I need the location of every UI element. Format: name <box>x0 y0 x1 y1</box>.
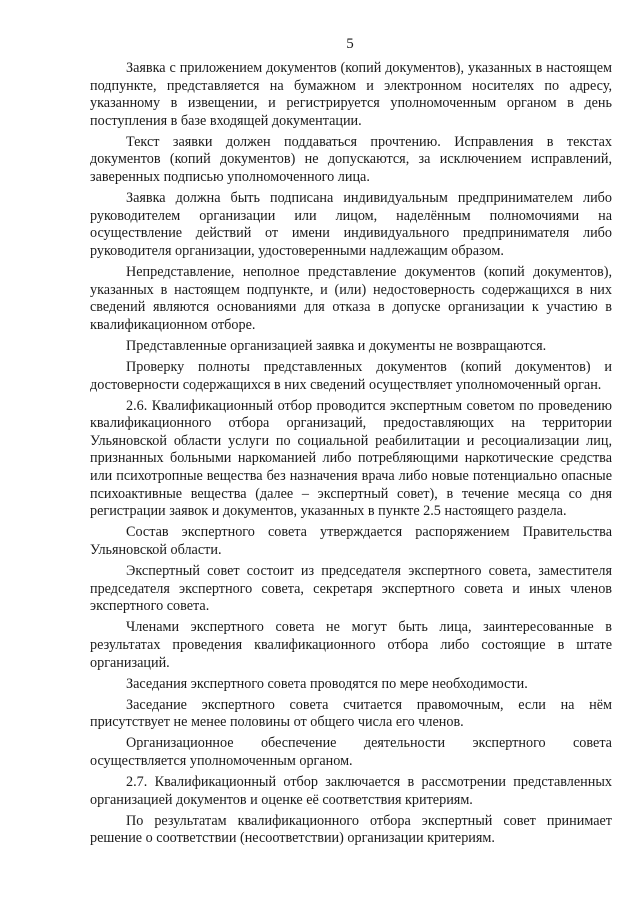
paragraph-verification: Проверку полноты представленных документов (копий документов) и достоверности содержащихся в них сведений осуществляет уполномоченный орган. <box>90 359 612 393</box>
paragraph-no-return: Представленные организацией заявка и документы не возвращаются. <box>126 337 547 354</box>
paragraph-council-composition-approval: Состав экспертного совета утверждается распоряжением Правительства Ульяновской области. <box>90 524 612 558</box>
paragraph-member-restrictions: Членами экспертного совета не могут быть лица, заинтересованные в результатах проведения квалификационного отбора либо состоящие в штате организаций. <box>90 619 612 671</box>
paragraph-application-submission: Заявка с приложением документов (копий документов), указанных в настоящем подпункте, представляется на бумажном и электронном носителях по адресу, указанному в извещении, и регистрируется уполномоченным органом в день поступления в базе входящей документации. <box>90 60 612 129</box>
paragraph-section-2-6: 2.6. Квалификационный отбор проводится экспертным советом по проведению квалификационного отбора организаций, предоставляющих на территории Ульяновской области услуги по социальной реабилитации и ресоциализации лиц, признанных больными наркоманией либо потребляющими наркотические средства или психотропные вещества без назначения врача либо новые потенциально опасные психоактивные вещества (далее – экспертный совет), в течение месяца со дня регистрации заявок и документов, указанных в пункте 2.5 настоящего раздела. <box>90 397 612 520</box>
paragraph-decision: По результатам квалификационного отбора экспертный совет принимает решение о соответствии (несоответствии) организации критериям. <box>90 812 612 847</box>
document-body <box>90 60 612 851</box>
paragraph-section-2-7: 2.7. Квалификационный отбор заключается в рассмотрении представленных организацией документов и оценке её соответствия критериям. <box>90 774 612 808</box>
paragraph-meetings: Заседания экспертного совета проводятся по мере необходимости. <box>126 675 528 692</box>
paragraph-quorum: Заседание экспертного совета считается правомочным, если на нём присутствует не менее половины от общего числа его членов. <box>90 696 612 731</box>
paragraph-refusal-grounds: Непредставление, неполное представление документов (копий документов), указанных в настоящем подпункте, и (или) недостоверность содержащихся в них сведений являются основаниями для отказа в допуске организации к участию в квалификационном отборе. <box>90 264 612 333</box>
paragraph-council-members: Экспертный совет состоит из председателя экспертного совета, заместителя председателя экспертного совета, секретаря экспертного совета и иных членов экспертного совета. <box>90 563 612 615</box>
paragraph-application-text: Текст заявки должен поддаваться прочтению. Исправления в текстах документов (копий документов) не допускаются, за исключением исправлений, заверенных подписью уполномоченного лица. <box>90 133 612 186</box>
paragraph-organizational-support: Организационное обеспечение деятельности экспертного совета осуществляется уполномоченным органом. <box>90 735 612 769</box>
page-number: 5 <box>346 36 354 52</box>
paragraph-application-signature: Заявка должна быть подписана индивидуальным предпринимателем либо руководителем организации или лицом, наделённым полномочиями на осуществление действий от имени индивидуального предпринимателя либо руководителя организации, удостоверенными надлежащим образом. <box>90 190 612 259</box>
